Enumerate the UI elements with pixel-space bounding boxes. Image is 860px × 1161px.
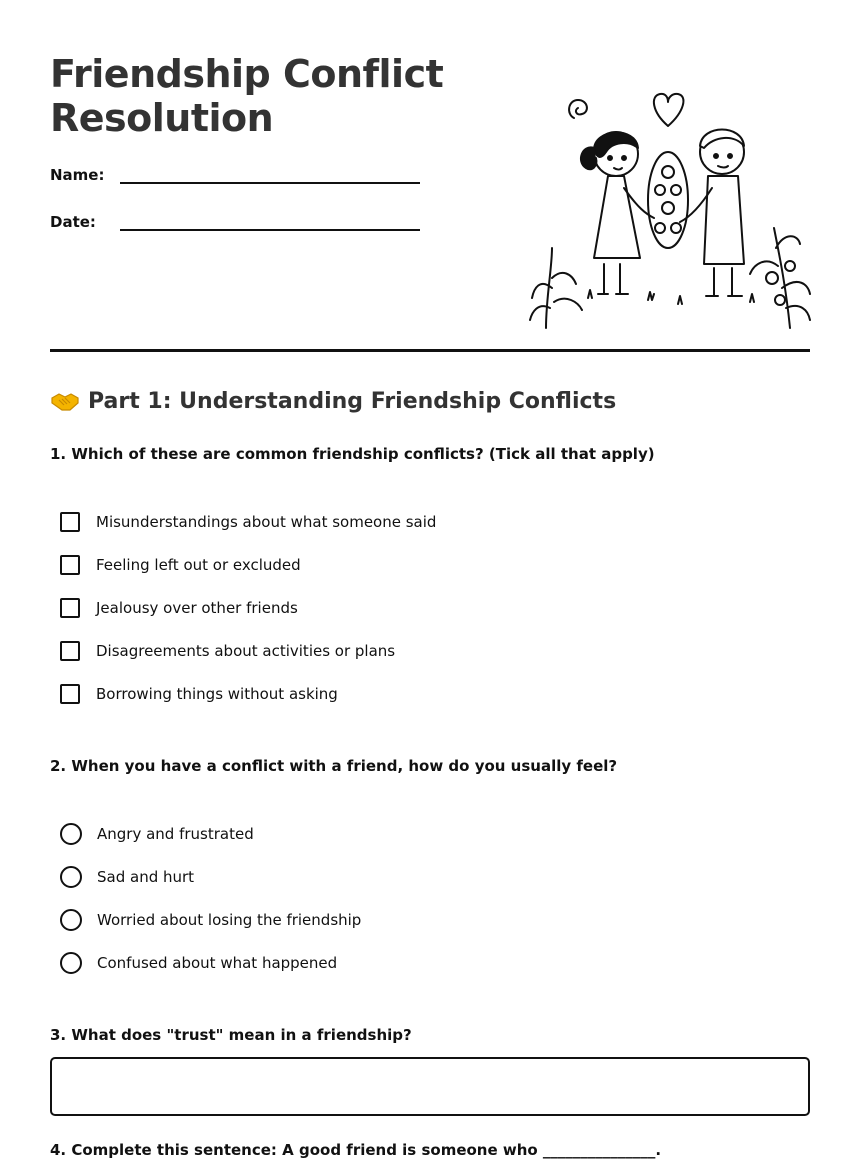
question-4: 4. Complete this sentence: A good friend is someone who _______________.: [50, 1141, 662, 1159]
checkbox-option[interactable]: [60, 500, 436, 543]
option-label: Angry and frustrated: [97, 824, 254, 843]
radio-option[interactable]: [60, 941, 361, 984]
option-label: Feeling left out or excluded: [96, 555, 301, 574]
question-1-options: [60, 500, 436, 715]
page-title: [50, 52, 443, 140]
part1-title: [50, 388, 616, 414]
checkbox-option[interactable]: [60, 672, 436, 715]
question-2: 2. When you have a conflict with a friend, how do you usually feel?: [50, 757, 618, 775]
heart-icon: [654, 94, 684, 126]
trust-answer-box[interactable]: [50, 1057, 810, 1116]
radio-button[interactable]: [60, 909, 82, 931]
option-label: Jealousy over other friends: [96, 598, 298, 617]
question-3: 3. What does "trust" mean in a friendship?: [50, 1026, 412, 1044]
handshake-icon: [50, 388, 80, 414]
right-plant: [750, 228, 810, 328]
name-line[interactable]: [120, 164, 420, 184]
checkbox[interactable]: [60, 598, 80, 618]
checkbox[interactable]: [60, 512, 80, 532]
date-field: [50, 211, 420, 231]
radio-option[interactable]: [60, 855, 361, 898]
checkbox[interactable]: [60, 684, 80, 704]
option-label: Disagreements about activities or plans: [96, 641, 396, 660]
date-line[interactable]: [120, 211, 420, 231]
option-label: Worried about losing the friendship: [97, 910, 362, 929]
title-line-2: Resolution: [50, 96, 274, 140]
question-1: 1. Which of these are common friendship conflicts? (Tick all that apply): [50, 445, 655, 463]
title-line-1: Friendship Conflict: [50, 52, 444, 96]
worksheet-page: [50, 0, 810, 1159]
date-label: Date:: [50, 213, 96, 231]
checkbox-option[interactable]: [60, 629, 436, 672]
option-label: Confused about what happened: [97, 953, 338, 972]
swirl-icon: [569, 100, 587, 118]
checkbox[interactable]: [60, 555, 80, 575]
question-2-options: [60, 812, 361, 984]
name-label: Name:: [50, 166, 105, 184]
friends-illustration: [528, 88, 812, 332]
option-label: Misunderstandings about what someone said: [96, 512, 437, 531]
girl-dress: [594, 176, 640, 258]
radio-option[interactable]: [60, 898, 361, 941]
checkbox-option[interactable]: [60, 543, 436, 586]
option-label: Sad and hurt: [97, 867, 195, 886]
radio-option[interactable]: [60, 812, 361, 855]
option-label: Borrowing things without asking: [96, 684, 338, 703]
checkbox[interactable]: [60, 641, 80, 661]
part1-title-text: Part 1: Understanding Friendship Conflicts: [88, 388, 617, 414]
worksheet-header: [50, 0, 810, 352]
name-field: [50, 164, 420, 184]
radio-button[interactable]: [60, 823, 82, 845]
radio-button[interactable]: [60, 952, 82, 974]
boy-shirt: [704, 176, 744, 264]
left-plant: [530, 248, 582, 328]
radio-button[interactable]: [60, 866, 82, 888]
checkbox-option[interactable]: [60, 586, 436, 629]
